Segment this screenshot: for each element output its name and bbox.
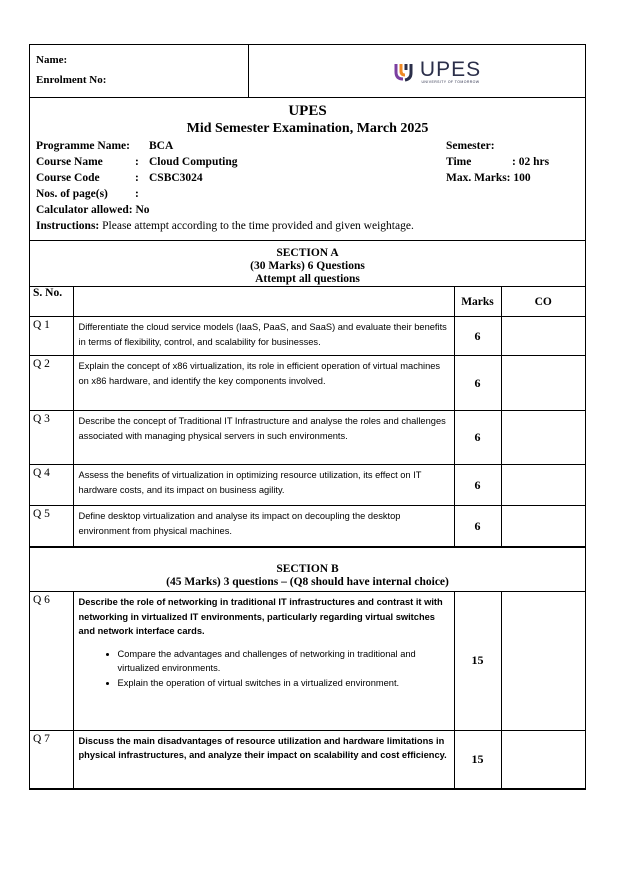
meta-colon: : xyxy=(135,172,139,184)
question-text: Define desktop virtualization and analyse its impact on decoupling the desktop environment from physical machines. xyxy=(73,506,454,547)
sub-question: • Compare the advantages and challenges of networking in traditional and virtualized environments. xyxy=(118,647,449,676)
section-a-subtitle: (30 Marks) 6 Questions xyxy=(250,260,365,272)
question-text: Differentiate the cloud service models (IaaS, PaaS, and SaaS) and evaluate their benefits in terms of flexibility, control, and scalability for businesses. xyxy=(73,317,454,356)
pages-label: Nos. of page(s) xyxy=(36,188,108,200)
question-text: Discuss the main disadvantages of resource utilization and hardware limitations in physical infrastructures, and analyze their impact on scalability and cost efficiency. xyxy=(73,730,454,788)
question-row xyxy=(30,592,585,730)
question-text: Describe the concept of Traditional IT Infrastructure and analyse the roles and challenges associated with managing physical servers in such environments. xyxy=(73,411,454,465)
programme-value: BCA xyxy=(149,140,174,152)
sub-question: • Explain the operation of virtual switches in a virtualized environment. xyxy=(118,676,449,691)
question-co xyxy=(501,506,585,547)
candidate-info-row xyxy=(30,45,585,98)
exam-sheet xyxy=(29,44,586,790)
course-code-value: CSBC3024 xyxy=(149,172,203,184)
calculator-value: No xyxy=(135,204,150,216)
question-marks: 6 xyxy=(454,356,501,411)
question-co xyxy=(501,730,585,788)
section-b-header xyxy=(30,547,585,592)
calculator-label: Calculator allowed: xyxy=(36,204,133,216)
section-a-table xyxy=(30,287,585,547)
exam-header xyxy=(30,98,585,241)
question-row xyxy=(30,317,585,356)
meta-right-column xyxy=(446,138,549,186)
question-marks: 15 xyxy=(454,592,501,730)
max-marks-row xyxy=(446,170,549,186)
question-body xyxy=(73,592,454,730)
meta-colon xyxy=(135,138,149,154)
question-marks: 6 xyxy=(454,317,501,356)
course-name-label: Course Name xyxy=(36,156,103,168)
exam-meta xyxy=(36,138,579,218)
question-row xyxy=(30,411,585,465)
section-a-title: SECTION A xyxy=(276,247,339,259)
question-number: Q 1 xyxy=(30,317,73,356)
question-text: Describe the role of networking in traditional IT infrastructures and contrast it with networking in virtualized IT environments, particularly regarding virtual switches and network interface cards. xyxy=(78,597,443,636)
time-label: Time xyxy=(446,156,472,168)
question-number: Q 7 xyxy=(30,730,73,788)
question-number: Q 4 xyxy=(30,465,73,506)
question-row xyxy=(30,356,585,411)
meta-row xyxy=(36,202,579,218)
name-label: Name: xyxy=(36,54,68,66)
section-b-subtitle: (45 Marks) 3 questions – (Q8 should have internal choice) xyxy=(166,576,449,588)
section-b-table xyxy=(30,592,585,789)
question-co xyxy=(501,411,585,465)
upes-logo-mark-icon xyxy=(393,61,417,83)
upes-logo xyxy=(393,60,481,84)
question-marks: 6 xyxy=(454,506,501,547)
question-text: Explain the concept of x86 virtualization, its role in efficient operation of virtual machines on x86 hardware, and identify the key components involved. xyxy=(73,356,454,411)
question-marks: 6 xyxy=(454,411,501,465)
question-number: Q 6 xyxy=(30,592,73,730)
instructions xyxy=(36,218,579,234)
question-number: Q 3 xyxy=(30,411,73,465)
candidate-fields xyxy=(30,45,249,97)
meta-row xyxy=(36,186,579,202)
question-row xyxy=(30,506,585,547)
col-marks: Marks xyxy=(454,287,501,317)
question-co xyxy=(501,317,585,356)
question-row xyxy=(30,465,585,506)
question-co xyxy=(501,356,585,411)
max-marks-label: Max. Marks: xyxy=(446,172,511,184)
logo-cell xyxy=(249,45,585,97)
enrolment-label: Enrolment No: xyxy=(36,74,107,86)
exam-title: Mid Semester Examination, March 2025 xyxy=(186,121,429,136)
col-sno: S. No. xyxy=(30,287,73,317)
time-value: : 02 hrs xyxy=(512,156,550,168)
instructions-text: Please attempt according to the time provided and given weightage. xyxy=(102,220,414,232)
question-number: Q 2 xyxy=(30,356,73,411)
max-marks-value: 100 xyxy=(513,172,531,184)
question-text: Assess the benefits of virtualization in optimizing resource utilization, its effect on IT hardware costs, and its impact on business agility. xyxy=(73,465,454,506)
university-title: UPES xyxy=(288,103,327,119)
section-a-note: Attempt all questions xyxy=(255,273,360,285)
sub-question-list xyxy=(79,647,449,691)
programme-label: Programme Name: xyxy=(36,140,130,152)
logo-subtext: UNIVERSITY OF TOMORROW xyxy=(421,80,480,84)
question-marks: 6 xyxy=(454,465,501,506)
section-a-header xyxy=(30,241,585,287)
question-co xyxy=(501,465,585,506)
course-name-value: Cloud Computing xyxy=(149,156,238,168)
logo-text: UPES xyxy=(419,58,482,81)
meta-colon: : xyxy=(135,188,139,200)
time-row xyxy=(446,154,549,170)
section-b-title: SECTION B xyxy=(276,563,339,575)
question-co xyxy=(501,592,585,730)
instructions-label: Instructions: xyxy=(36,220,100,232)
question-number: Q 5 xyxy=(30,506,73,547)
meta-colon: : xyxy=(135,156,139,168)
course-code-label: Course Code xyxy=(36,172,100,184)
question-marks: 15 xyxy=(454,730,501,788)
table-header-row xyxy=(30,287,585,317)
semester-label: Semester: xyxy=(446,140,495,152)
col-co: CO xyxy=(501,287,585,317)
question-row xyxy=(30,730,585,788)
col-question xyxy=(73,287,454,317)
semester-row xyxy=(446,138,549,154)
